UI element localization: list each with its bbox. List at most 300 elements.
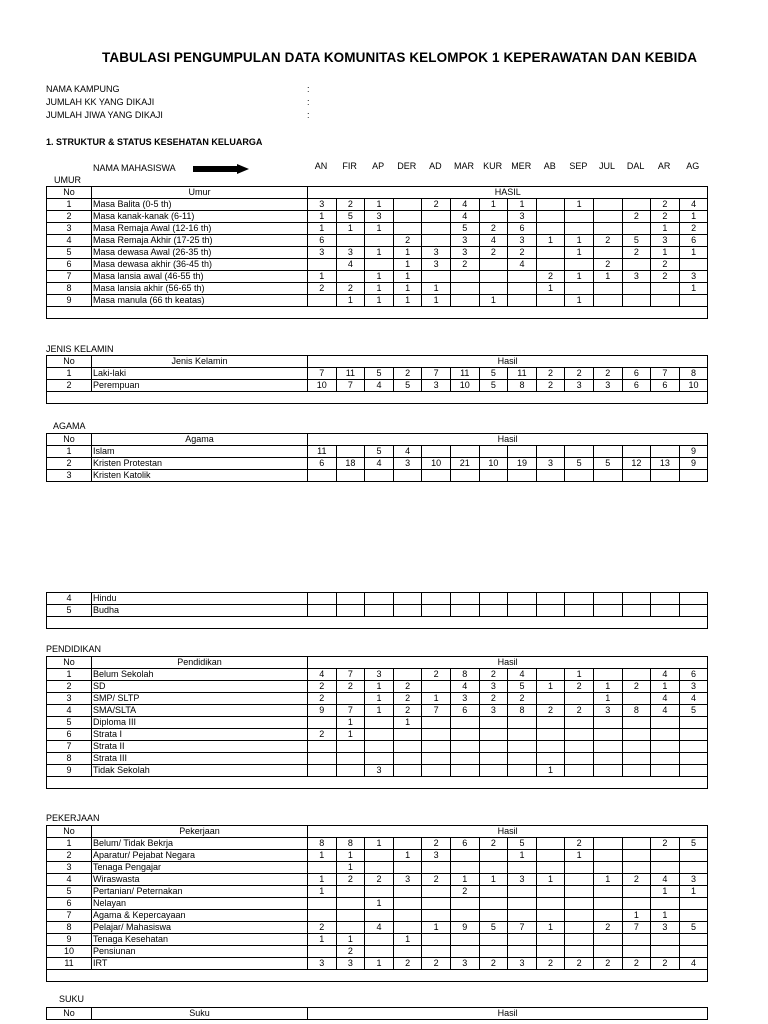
row-label: Masa dewasa akhir (36-45 th) — [92, 259, 308, 271]
cell-value — [336, 593, 365, 605]
table-row — [47, 235, 708, 247]
row-label: Tenaga Pengajar — [92, 862, 308, 874]
table-row — [47, 850, 708, 862]
cell-value — [393, 862, 422, 874]
cell-value — [336, 922, 365, 934]
cell-value: 3 — [593, 705, 622, 717]
cell-value — [393, 669, 422, 681]
cell-value — [593, 862, 622, 874]
row-number: 1 — [47, 838, 92, 850]
cell-value: 2 — [393, 368, 422, 380]
cell-value: 2 — [508, 693, 537, 705]
cell-value: 1 — [365, 199, 394, 211]
row-label: SMA/SLTA — [92, 705, 308, 717]
row-label: Laki-laki — [92, 368, 308, 380]
cell-value: 1 — [393, 934, 422, 946]
row-label: Nelayan — [92, 898, 308, 910]
cell-value — [450, 946, 479, 958]
header-field-label: NAMA KAMPUNG — [46, 84, 120, 94]
cell-value — [422, 862, 451, 874]
row-label: Kristen Protestan — [92, 458, 308, 470]
cell-value: 3 — [422, 259, 451, 271]
cell-value — [450, 910, 479, 922]
cell-value — [593, 247, 622, 259]
cell-value: 3 — [508, 874, 537, 886]
cell-value: 2 — [593, 958, 622, 970]
cell-value: 2 — [422, 958, 451, 970]
cell-value — [536, 446, 565, 458]
cell-value — [565, 211, 594, 223]
cell-value: 3 — [308, 199, 337, 211]
table-row — [47, 729, 708, 741]
cell-value — [422, 729, 451, 741]
cell-value: 1 — [308, 934, 337, 946]
cell-value: 1 — [336, 934, 365, 946]
cell-value — [679, 593, 708, 605]
cell-value: 9 — [308, 705, 337, 717]
row-number: 4 — [47, 593, 92, 605]
mahasiswa-fir: FIR — [342, 161, 357, 171]
table-row — [47, 705, 708, 717]
cell-value — [336, 886, 365, 898]
cell-value — [679, 741, 708, 753]
cell-value: 3 — [308, 958, 337, 970]
table-row — [47, 199, 708, 211]
cell-value — [479, 717, 508, 729]
column-header-name: Suku — [92, 1008, 308, 1020]
row-number: 2 — [47, 380, 92, 392]
cell-value: 1 — [393, 295, 422, 307]
cell-value — [679, 470, 708, 482]
cell-value: 1 — [565, 235, 594, 247]
mahasiswa-ap: AP — [372, 161, 385, 171]
row-number: 5 — [47, 247, 92, 259]
cell-value: 2 — [393, 958, 422, 970]
cell-value: 1 — [365, 693, 394, 705]
cell-value: 11 — [450, 368, 479, 380]
cell-value: 6 — [308, 235, 337, 247]
cell-value — [508, 717, 537, 729]
cell-value: 7 — [508, 922, 537, 934]
column-header-no: No — [47, 1008, 92, 1020]
cell-value: 8 — [622, 705, 651, 717]
table-header-row — [47, 657, 708, 669]
cell-value: 1 — [565, 247, 594, 259]
cell-value — [622, 693, 651, 705]
cell-value: 2 — [651, 271, 680, 283]
cell-value — [422, 886, 451, 898]
mahasiswa-ar: AR — [657, 161, 671, 171]
table-row — [47, 458, 708, 470]
cell-value — [651, 446, 680, 458]
blank-cell — [47, 777, 708, 789]
cell-value: 2 — [450, 886, 479, 898]
table-row — [47, 247, 708, 259]
row-label: Diploma III — [92, 717, 308, 729]
cell-value — [450, 934, 479, 946]
row-number: 1 — [47, 669, 92, 681]
mahasiswa-jul: JUL — [598, 161, 615, 171]
cell-value — [536, 669, 565, 681]
cell-value: 1 — [365, 681, 394, 693]
cell-value: 4 — [393, 446, 422, 458]
table-row — [47, 470, 708, 482]
cell-value — [508, 593, 537, 605]
cell-value: 7 — [622, 922, 651, 934]
nama-mahasiswa-label: NAMA MAHASISWA — [93, 163, 176, 173]
table-row — [47, 922, 708, 934]
row-label: Masa lansia akhir (56-65 th) — [92, 283, 308, 295]
cell-value: 5 — [365, 368, 394, 380]
cell-value — [593, 741, 622, 753]
blank-cell — [47, 307, 708, 319]
cell-value — [422, 593, 451, 605]
row-label: Masa Remaja Awal (12-16 th) — [92, 223, 308, 235]
cell-value — [450, 765, 479, 777]
cell-value — [565, 934, 594, 946]
cell-value — [393, 898, 422, 910]
cell-value — [565, 446, 594, 458]
cell-value — [479, 898, 508, 910]
cell-value: 3 — [336, 958, 365, 970]
cell-value — [365, 235, 394, 247]
cell-value — [479, 934, 508, 946]
cell-value: 1 — [308, 223, 337, 235]
cell-value — [365, 593, 394, 605]
cell-value — [536, 717, 565, 729]
cell-value — [536, 850, 565, 862]
cell-value: 1 — [593, 874, 622, 886]
cell-value: 2 — [422, 199, 451, 211]
cell-value: 7 — [336, 669, 365, 681]
cell-value — [393, 470, 422, 482]
row-label: Masa dewasa Awal (26-35 th) — [92, 247, 308, 259]
cell-value — [479, 850, 508, 862]
cell-value: 2 — [479, 693, 508, 705]
cell-value: 1 — [593, 693, 622, 705]
cell-value: 2 — [679, 223, 708, 235]
cell-value — [593, 295, 622, 307]
column-header-hasil: HASIL — [308, 187, 708, 199]
cell-value: 1 — [308, 886, 337, 898]
cell-value — [450, 271, 479, 283]
cell-value: 2 — [593, 235, 622, 247]
cell-value — [479, 886, 508, 898]
cell-value — [593, 886, 622, 898]
cell-value — [651, 283, 680, 295]
cell-value — [565, 862, 594, 874]
cell-value: 1 — [336, 295, 365, 307]
cell-value — [651, 946, 680, 958]
cell-value: 5 — [593, 458, 622, 470]
cell-value: 2 — [536, 705, 565, 717]
row-number: 10 — [47, 946, 92, 958]
cell-value: 1 — [422, 283, 451, 295]
cell-value — [365, 741, 394, 753]
cell-value: 6 — [679, 235, 708, 247]
cell-value: 2 — [593, 368, 622, 380]
table-row — [47, 886, 708, 898]
cell-value: 1 — [565, 271, 594, 283]
cell-value — [651, 593, 680, 605]
cell-value: 1 — [365, 223, 394, 235]
cell-value: 2 — [565, 681, 594, 693]
cell-value — [565, 283, 594, 295]
cell-value — [308, 753, 337, 765]
cell-value — [450, 295, 479, 307]
cell-value — [393, 223, 422, 235]
row-number: 2 — [47, 681, 92, 693]
cell-value — [593, 765, 622, 777]
row-number: 7 — [47, 271, 92, 283]
cell-value: 7 — [651, 368, 680, 380]
table-header-row — [47, 356, 708, 368]
cell-value — [365, 729, 394, 741]
cell-value — [393, 886, 422, 898]
cell-value — [565, 717, 594, 729]
cell-value — [508, 910, 537, 922]
cell-value — [508, 605, 537, 617]
row-number: 6 — [47, 729, 92, 741]
cell-value: 1 — [536, 765, 565, 777]
cell-value: 13 — [651, 458, 680, 470]
cell-value — [622, 934, 651, 946]
cell-value — [508, 862, 537, 874]
row-number: 3 — [47, 223, 92, 235]
row-number: 5 — [47, 605, 92, 617]
cell-value: 5 — [679, 838, 708, 850]
cell-value: 9 — [679, 446, 708, 458]
cell-value: 3 — [679, 271, 708, 283]
cell-value — [622, 295, 651, 307]
cell-value: 3 — [679, 874, 708, 886]
cell-value — [622, 446, 651, 458]
arrow-right-icon — [193, 164, 249, 174]
cell-value — [565, 693, 594, 705]
row-number: 9 — [47, 934, 92, 946]
cell-value — [593, 211, 622, 223]
cell-value: 2 — [565, 838, 594, 850]
cell-value — [479, 211, 508, 223]
blank-row — [47, 392, 708, 404]
cell-value: 2 — [336, 946, 365, 958]
cell-value — [479, 446, 508, 458]
cell-value: 3 — [450, 958, 479, 970]
cell-value — [393, 199, 422, 211]
cell-value: 3 — [393, 874, 422, 886]
cell-value: 2 — [565, 368, 594, 380]
table-row — [47, 295, 708, 307]
cell-value — [508, 934, 537, 946]
table-row — [47, 946, 708, 958]
cell-value — [593, 946, 622, 958]
cell-value: 2 — [479, 223, 508, 235]
cell-value: 4 — [365, 922, 394, 934]
table-row — [47, 259, 708, 271]
cell-value — [450, 741, 479, 753]
cell-value — [536, 838, 565, 850]
column-header-no: No — [47, 356, 92, 368]
cell-value: 2 — [308, 681, 337, 693]
cell-value: 2 — [308, 729, 337, 741]
cell-value: 2 — [593, 922, 622, 934]
cell-value — [622, 223, 651, 235]
cell-value: 7 — [336, 705, 365, 717]
column-header-name: Pendidikan — [92, 657, 308, 669]
cell-value: 1 — [365, 247, 394, 259]
cell-value — [365, 910, 394, 922]
cell-value — [622, 470, 651, 482]
row-label: Masa manula (66 th keatas) — [92, 295, 308, 307]
cell-value: 2 — [651, 199, 680, 211]
mahasiswa-kur: KUR — [483, 161, 503, 171]
table-row — [47, 717, 708, 729]
cell-value — [622, 283, 651, 295]
cell-value: 21 — [450, 458, 479, 470]
cell-value — [393, 922, 422, 934]
cell-value — [450, 850, 479, 862]
cell-value: 1 — [479, 874, 508, 886]
cell-value: 4 — [308, 669, 337, 681]
cell-value: 7 — [422, 705, 451, 717]
cell-value — [308, 862, 337, 874]
cell-value — [422, 223, 451, 235]
cell-value — [593, 838, 622, 850]
cell-value: 1 — [422, 922, 451, 934]
cell-value: 4 — [450, 211, 479, 223]
blank-row — [47, 777, 708, 789]
cell-value — [651, 717, 680, 729]
cell-value — [422, 910, 451, 922]
cell-value: 10 — [479, 458, 508, 470]
cell-value: 3 — [565, 380, 594, 392]
column-header-name: Jenis Kelamin — [92, 356, 308, 368]
cell-value: 2 — [393, 681, 422, 693]
cell-value: 1 — [336, 862, 365, 874]
mahasiswa-an: AN — [314, 161, 328, 171]
row-number: 4 — [47, 705, 92, 717]
cell-value — [565, 898, 594, 910]
cell-value: 9 — [679, 458, 708, 470]
column-header-no: No — [47, 187, 92, 199]
row-label: SD — [92, 681, 308, 693]
row-number: 4 — [47, 235, 92, 247]
cell-value — [365, 605, 394, 617]
cell-value: 6 — [508, 223, 537, 235]
cell-value: 5 — [679, 705, 708, 717]
cell-value — [536, 211, 565, 223]
cell-value: 5 — [508, 838, 537, 850]
cell-value — [622, 605, 651, 617]
cell-value — [450, 470, 479, 482]
cell-value — [651, 765, 680, 777]
page-title: TABULASI PENGUMPULAN DATA KOMUNITAS KELOMPOK 1 KEPERAWATAN DAN KEBIDA — [102, 50, 698, 65]
cell-value — [508, 470, 537, 482]
cell-value: 1 — [651, 681, 680, 693]
row-label: Belum Sekolah — [92, 669, 308, 681]
table-row — [47, 753, 708, 765]
cell-value — [508, 729, 537, 741]
row-label: Hindu — [92, 593, 308, 605]
cell-value — [422, 934, 451, 946]
cell-value: 1 — [450, 874, 479, 886]
cell-value — [565, 946, 594, 958]
cell-value: 10 — [450, 380, 479, 392]
cell-value: 1 — [308, 874, 337, 886]
cell-value: 1 — [365, 958, 394, 970]
cell-value — [536, 295, 565, 307]
cell-value: 1 — [365, 705, 394, 717]
cell-value: 10 — [679, 380, 708, 392]
cell-value: 2 — [536, 958, 565, 970]
row-label: Strata I — [92, 729, 308, 741]
section-title: 1. STRUKTUR & STATUS KESEHATAN KELUARGA — [46, 137, 263, 147]
cell-value: 2 — [651, 211, 680, 223]
cell-value: 2 — [393, 705, 422, 717]
cell-value: 1 — [679, 211, 708, 223]
cell-value: 1 — [479, 199, 508, 211]
table-row — [47, 862, 708, 874]
cell-value: 2 — [622, 681, 651, 693]
cell-value: 5 — [508, 681, 537, 693]
column-header-no: No — [47, 657, 92, 669]
table-row — [47, 874, 708, 886]
cell-value — [651, 898, 680, 910]
cell-value — [536, 593, 565, 605]
table-row — [47, 271, 708, 283]
cell-value: 2 — [651, 958, 680, 970]
cell-value — [536, 741, 565, 753]
cell-value — [450, 446, 479, 458]
cell-value — [336, 470, 365, 482]
cell-value — [536, 910, 565, 922]
cell-value — [622, 199, 651, 211]
table-row — [47, 283, 708, 295]
cell-value: 2 — [622, 958, 651, 970]
cell-value — [450, 898, 479, 910]
cell-value: 1 — [336, 850, 365, 862]
pendidikan-table — [46, 656, 708, 789]
column-header-no: No — [47, 826, 92, 838]
cell-value — [365, 470, 394, 482]
table-row — [47, 838, 708, 850]
cell-value — [593, 446, 622, 458]
cell-value — [536, 862, 565, 874]
cell-value: 2 — [565, 705, 594, 717]
column-header-name: Pekerjaan — [92, 826, 308, 838]
suku-section-label: SUKU — [59, 994, 85, 1004]
mahasiswa-ag: AG — [686, 161, 700, 171]
cell-value — [422, 741, 451, 753]
cell-value: 1 — [536, 874, 565, 886]
row-number: 2 — [47, 850, 92, 862]
cell-value: 1 — [365, 283, 394, 295]
cell-value — [651, 850, 680, 862]
cell-value: 1 — [308, 271, 337, 283]
cell-value — [508, 753, 537, 765]
cell-value — [365, 753, 394, 765]
cell-value: 7 — [422, 368, 451, 380]
cell-value — [593, 898, 622, 910]
row-label: Belum/ Tidak Bekrja — [92, 838, 308, 850]
cell-value: 2 — [479, 838, 508, 850]
cell-value: 11 — [508, 368, 537, 380]
cell-value: 3 — [508, 211, 537, 223]
cell-value — [622, 717, 651, 729]
cell-value — [336, 898, 365, 910]
cell-value: 2 — [422, 669, 451, 681]
cell-value: 18 — [336, 458, 365, 470]
